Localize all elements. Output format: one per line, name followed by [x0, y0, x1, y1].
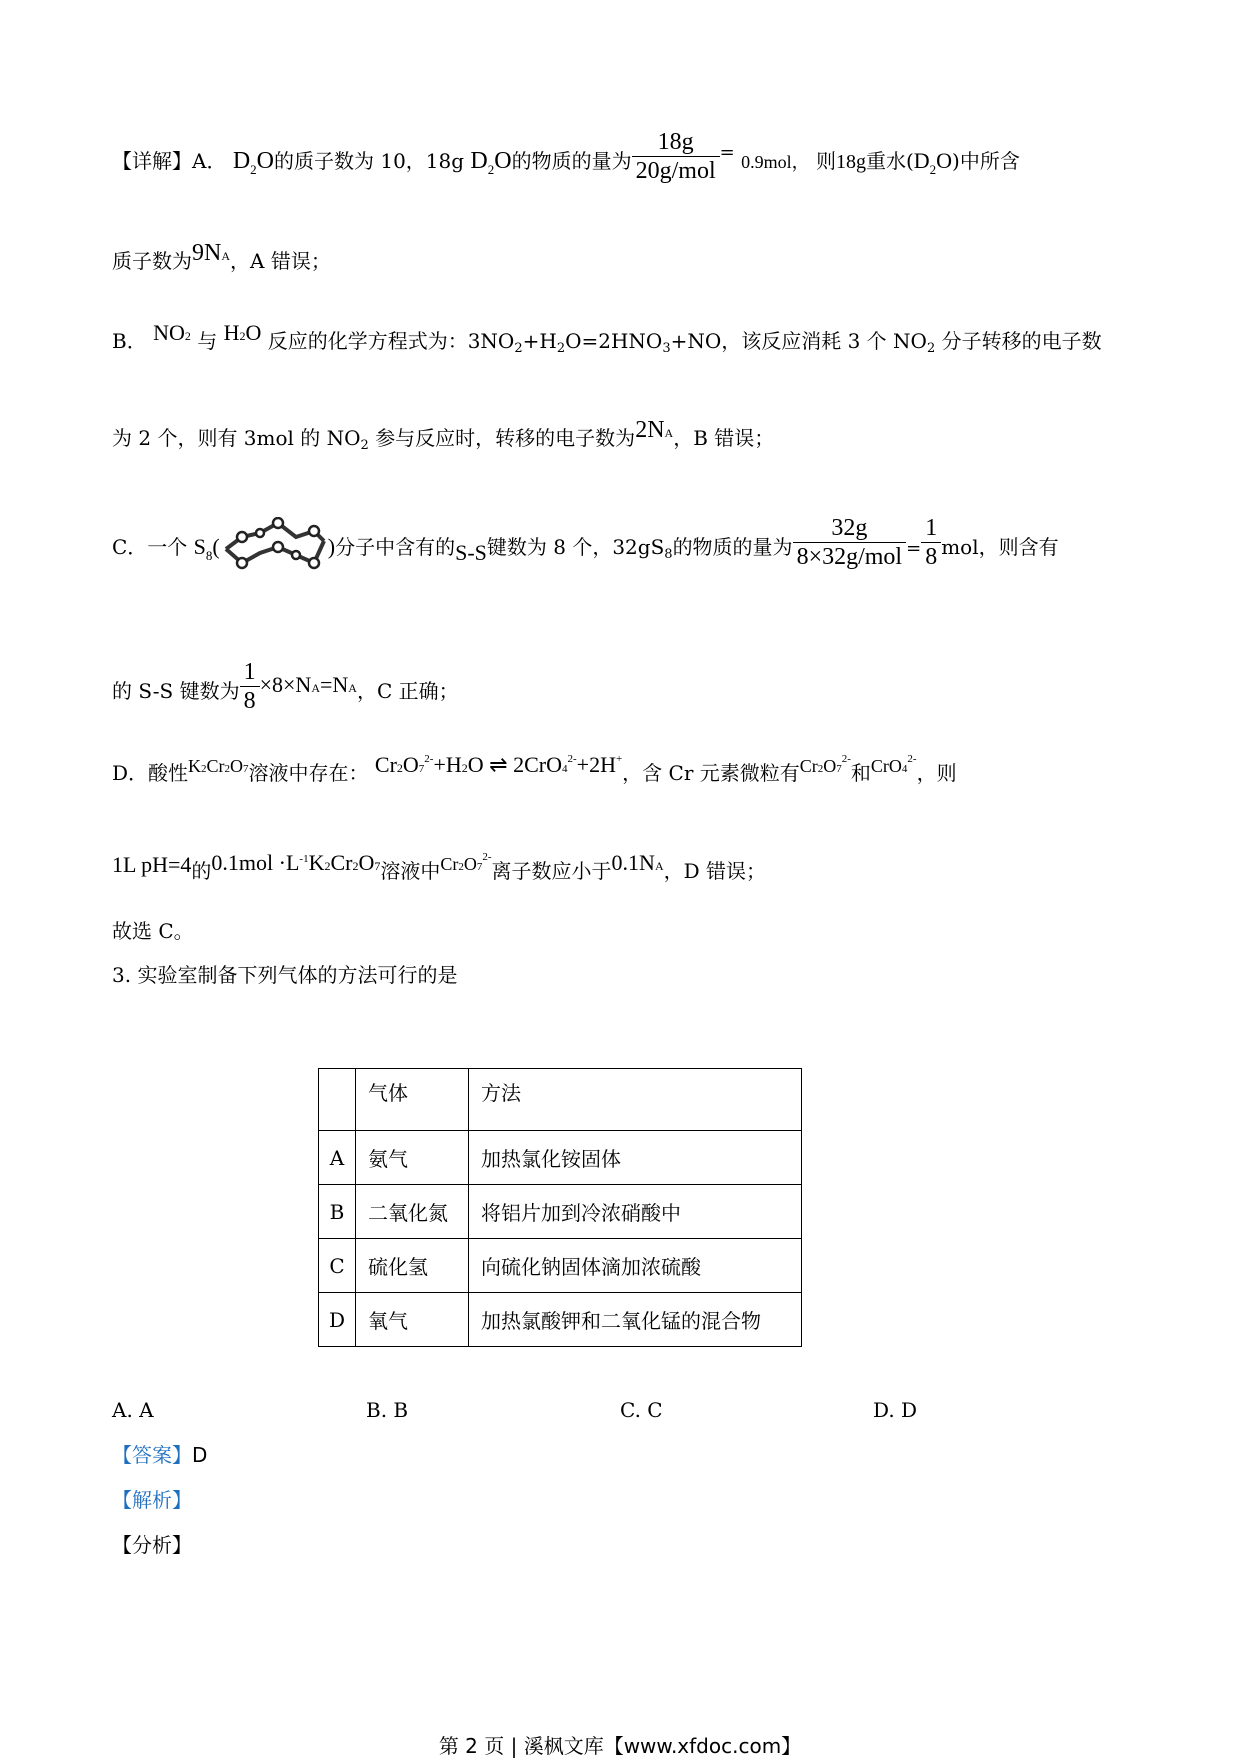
detail-d-line2: 1L pH=4的$0.1mol \cdot L^{-1}K2Cr2O7$溶液中$Cr2O7^{2-}$离子数应小于0.1NA，D 错误； [112, 850, 767, 883]
table-cell: A [319, 1131, 356, 1185]
table-cell: 氨气 [356, 1131, 469, 1185]
table-cell: B [319, 1185, 356, 1239]
detail-c-line2: 的 S-S 键数为 $\frac{1}{8}$ ×8×NA=NA，C 正确； [112, 659, 459, 714]
analysis-label: 【解析】 [112, 1488, 192, 1512]
detail-lead: 【详解】 [112, 149, 192, 173]
answer-value: D [192, 1443, 208, 1467]
detail-b-line2: 为 2 个，则有 3mol 的 $NO_2$ 参与反应时，转移的电子数为2NA，B 错误； [112, 417, 775, 453]
page-footer: 第 2 页 | 溪枫文库【www.xfdoc.com】 [438, 1734, 802, 1758]
fraction-c: $\frac{32g}{\text{8×32g/mol}}$ [793, 514, 907, 571]
table-row [319, 1185, 802, 1239]
detail-b-line1: B． NO2 与 H2O 反应的化学方程式为：$3NO_2+H_2O=2HNO_3+NO$，该反应消耗 3 个 $NO_2$ 分子转移的电子数 [112, 320, 1102, 356]
answer-label: 【答案】 [112, 1443, 192, 1467]
table-cell: 加热氯酸钾和二氧化锰的混合物 [469, 1293, 802, 1347]
option-b[interactable]: B. B [366, 1398, 409, 1422]
table-cell [319, 1069, 356, 1131]
table-cell: 硫化氢 [356, 1239, 469, 1293]
detail-d-line1: D．酸性K2Cr2O7溶液中存在： $Cr2O7^{2-}+H2O$ ⇌ $2CrO4^{2-}+2H^+$，含 Cr 元素微粒有$Cr2O7^{2-}$和$CrO4^{2-}$，则 [112, 752, 957, 785]
option-c[interactable]: C. C [620, 1398, 663, 1422]
table-row [319, 1131, 802, 1185]
table-header-method: 方法 [469, 1069, 802, 1131]
gas-method-table [318, 1068, 802, 1347]
option-d[interactable]: D. D [873, 1398, 918, 1422]
detail-a-line2: 质子数为9NA，A 错误； [112, 240, 331, 273]
table-cell: D [319, 1293, 356, 1347]
s8-ring-structure-icon [220, 517, 328, 573]
fenxi-label: 【分析】 [112, 1533, 192, 1557]
fraction-c2: $\frac{1}{8}$ [921, 514, 941, 571]
table-cell: 二氧化氮 [356, 1185, 469, 1239]
table-cell: 加热氯化铵固体 [469, 1131, 802, 1185]
detail-a-line1: 【详解】A． $D_2O$的质子数为 10，18g $D_2O$的物质的量为 $\frac{18g}{\text{20g/mol}}$ = 0.9mol， 则18g重水$(D_2O)$中所含 [112, 129, 1020, 184]
table-cell: 将铝片加到冷浓硝酸中 [469, 1185, 802, 1239]
table-row [319, 1239, 802, 1293]
table-header-gas: 气体 [356, 1069, 469, 1131]
conclusion-text: 故选 C。 [112, 919, 194, 943]
option-a[interactable]: A. A [112, 1398, 154, 1422]
table-cell: 向硫化钠固体滴加浓硫酸 [469, 1239, 802, 1293]
question-3-text: 3. 实验室制备下列气体的方法可行的是 [112, 963, 458, 987]
fraction-a: $\frac{18g}{\text{20g/mol}}$ [632, 128, 720, 185]
table-cell: 氧气 [356, 1293, 469, 1347]
table-row [319, 1293, 802, 1347]
answer-line [112, 1442, 207, 1468]
detail-c-line1: C．一个 $S_8$( )分子中含有的S-S键数为 8 个，$32gS_8$的物质的量为 $\frac{32g}{\text{8×32g/mol}}$ = $\frac{1}{8}$ mol，则含有 [112, 520, 1059, 577]
table-cell: C [319, 1239, 356, 1293]
table-header-row [319, 1069, 802, 1131]
fraction-c3: $\frac{1}{8}$ [240, 658, 260, 715]
